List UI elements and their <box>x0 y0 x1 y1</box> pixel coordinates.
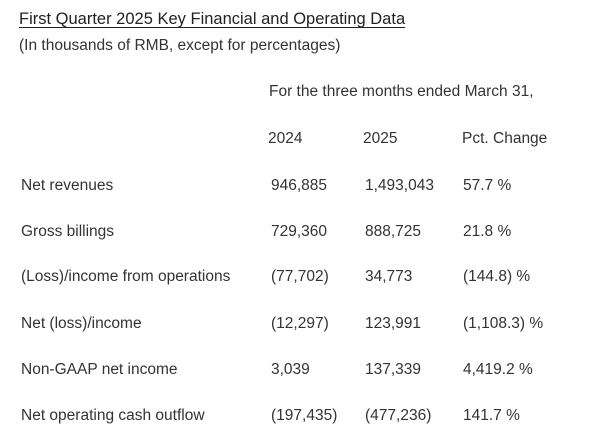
column-header-2025: 2025 <box>363 130 398 147</box>
pct-change: 141.7 % <box>463 407 520 424</box>
page-title: First Quarter 2025 Key Financial and Operating Data <box>19 10 406 28</box>
row-label: (Loss)/income from operations <box>21 268 231 285</box>
row-label: Non-GAAP net income <box>21 361 178 378</box>
period-header: For the three months ended March 31, <box>269 83 534 100</box>
value-2024: (12,297) <box>271 315 329 332</box>
value-2025: (477,236) <box>365 407 432 424</box>
value-2024: 3,039 <box>271 361 310 378</box>
table-row <box>0 407 607 431</box>
pct-change: (144.8) % <box>463 268 531 285</box>
row-label: Gross billings <box>21 223 115 240</box>
table-row <box>0 315 607 339</box>
pct-change: 4,419.2 % <box>463 361 533 378</box>
value-2024: 729,360 <box>271 223 328 240</box>
column-header-pct-change: Pct. Change <box>462 130 548 147</box>
pct-change: (1,108.3) % <box>463 315 544 332</box>
table-row <box>0 268 607 292</box>
row-label: Net revenues <box>21 177 114 194</box>
pct-change: 57.7 % <box>463 177 512 194</box>
value-2025: 123,991 <box>365 315 422 332</box>
table-row <box>0 177 607 201</box>
value-2024: (197,435) <box>271 407 338 424</box>
value-2025: 34,773 <box>365 268 413 285</box>
pct-change: 21.8 % <box>463 223 512 240</box>
value-2024: 946,885 <box>271 177 328 194</box>
value-2025: 137,339 <box>365 361 422 378</box>
row-label: Net (loss)/income <box>21 315 142 332</box>
row-label: Net operating cash outflow <box>21 407 205 424</box>
value-2025: 1,493,043 <box>365 177 434 194</box>
value-2024: (77,702) <box>271 268 329 285</box>
table-row <box>0 361 607 385</box>
column-header-2024: 2024 <box>268 130 303 147</box>
value-2025: 888,725 <box>365 223 422 240</box>
table-row <box>0 223 607 247</box>
units-note: (In thousands of RMB, except for percentages) <box>19 37 341 54</box>
